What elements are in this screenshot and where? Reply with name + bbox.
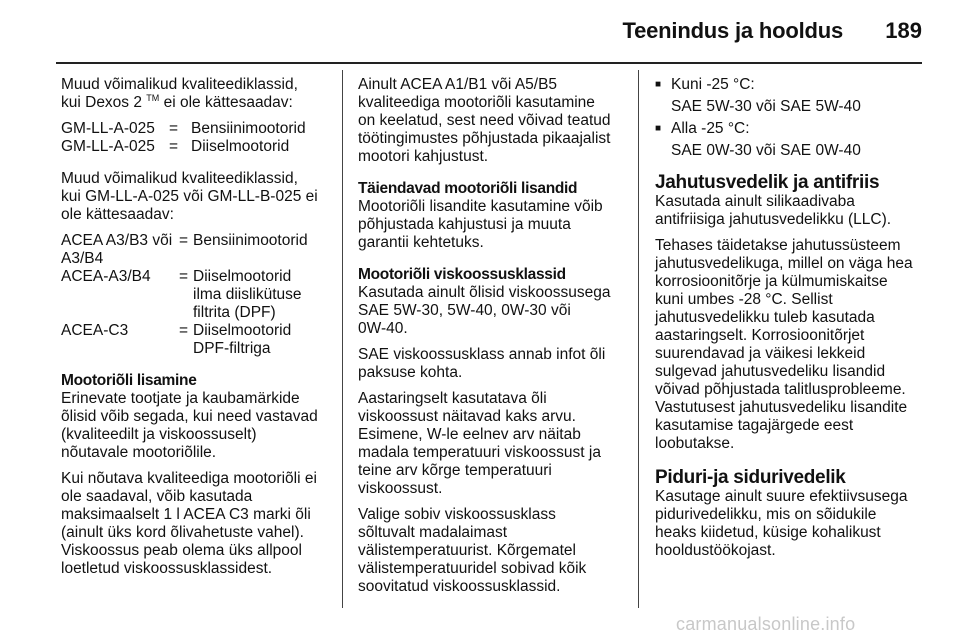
spec-code: ACEA-A3/B4 [61,268,151,285]
text-line: Muud võimalikud kvaliteediklassid, [61,170,298,187]
spec-desc: Bensiinimootorid [193,232,308,249]
paragraph [655,488,945,560]
spec-eq: = [169,120,179,137]
text-line: kui GM-LL-A-025 või GM-LL-B-025 ei [61,188,318,205]
intro-text-end: ei ole kättesaadav: [159,94,293,111]
text-line: jahutusvedelikku tuleb kasutada [655,309,875,326]
text-line: välistemperatuuridel sobivad kõik [358,560,587,577]
text-line: hooldustöökojast. [655,542,776,559]
bullet-square-icon: ■ [655,79,662,90]
header-title: Teenindus ja hooldus [622,18,843,43]
spec-eq: = [179,322,189,339]
text-line: SAE viskoossusklass annab infot õli [358,346,606,363]
text-line: suurendavad ja väikesi lekkeid [655,345,866,362]
text-line: kvaliteediga mootoriõli kasutamine [358,94,595,111]
text-line: antifriisiga jahutusvedelikku (LLC). [655,211,892,228]
text-line: viskoossust. [358,480,443,497]
column-1 [61,76,333,578]
text-line: SAE 5W-30, 5W-40, 0W-30 või [358,302,571,319]
paragraph [358,284,630,338]
paragraph [358,76,630,166]
text-line: sulgevad jahutusvedeliku lisandid [655,363,886,380]
spec-code: GM-LL-A-025 [61,138,155,155]
spec-code: GM-LL-A-025 [61,120,155,137]
text-line: madala temperatuuri viskoossust ja [358,444,601,461]
paragraph [358,346,630,382]
text-line: paksuse kohta. [358,364,463,381]
section-heading-additives: Täiendavad mootoriõli lisandid [358,180,578,197]
spec-desc-line: Diiselmootorid [193,268,292,285]
paragraph [61,470,333,578]
spec-row [61,268,333,322]
spec-code: ACEA A3/B3 või [61,232,173,249]
paragraph [61,390,333,462]
text-line: Kasutage ainult suure efektiivsusega [655,488,908,505]
text-line: aastaringselt. Korrosioonitõrjet [655,327,865,344]
text-line: korrosioonitõrje ja külmumiskaitse [655,273,888,290]
text-line: Erinevate tootjate ja kaubamärkide [61,390,300,407]
spec-row [61,322,333,358]
text-line: Tehases täidetakse jahutussüsteem [655,237,901,254]
paragraph [61,170,333,224]
watermark: carmanualsonline.info [676,614,856,634]
text-line: 0W-40. [358,320,408,337]
spec-code: ACEA-C3 [61,322,129,339]
text-line: sõltuvalt madalaimast [358,524,508,541]
paragraph [655,237,945,453]
trademark: TM [146,93,160,103]
paragraph [358,198,630,252]
text-line: võivad põhjustada talitlusprobleeme. [655,381,906,398]
spec-desc: Bensiinimootorid [191,120,306,137]
section-heading-oil-adding: Mootoriõli lisamine [61,372,197,389]
text-line: on keelatud, sest need võivad teatud [358,112,611,129]
text-line: kasutamise tagajärgede eest [655,417,854,434]
spec-row [61,120,333,138]
spec-desc-line: ilma diislikütuse [193,286,302,303]
text-line: Mootoriõli lisandite kasutamine võib [358,198,603,215]
bullet-text: Kuni -25 °C: [671,76,755,93]
spec-code-cont: A3/B4 [61,250,104,267]
spec-eq: = [179,268,189,285]
paragraph [358,390,630,498]
spec-desc-line: Diiselmootorid [193,322,292,339]
text-line: töötingimustes põhjustada pikaajalist [358,130,611,147]
text-line: soovitatud viskoossusklassid. [358,578,561,595]
text-line: pidurivedelikku, mis on sõidukile [655,506,877,523]
spec-row [61,138,333,156]
text-line: (kvaliteedilt ja viskoossuselt) [61,426,257,443]
intro-line-1: Muud võimalikud kvaliteediklassid, [61,76,298,93]
bullet-square-icon: ■ [655,123,662,134]
spec-eq: = [179,232,189,249]
text-line: (ainult üks kord õlivahetuste vahel). [61,524,304,541]
column-2 [358,76,630,596]
bullet-item [655,76,945,94]
spec-desc-line: DPF-filtriga [193,340,271,357]
text-line: Aastaringselt kasutatava õli [358,390,547,407]
column-3 [655,76,945,560]
text-line: Esimene, W-le eelnev arv näitab [358,426,581,443]
text-line: viskoossust näitavad kaks arvu. [358,408,576,425]
text-line: jahutusvedelikuga, millel on väga hea [655,255,913,272]
intro-line-2 [61,94,333,112]
text-line: loobutakse. [655,435,735,452]
spec-row [61,232,333,250]
text-line: kuni umbes -28 °C. Sellist [655,291,833,308]
text-line: Valige sobiv viskoossusklass [358,506,556,523]
intro-text: kui Dexos 2 [61,94,147,111]
section-heading-viscosity: Mootoriõli viskoossusklassid [358,266,566,283]
text-line: nõutavale mootoriõlile. [61,444,217,461]
text-line: loetletud viskoossusklassidest. [61,560,273,577]
bullet-text: Alla -25 °C: [671,120,750,137]
spec-desc-line: filtrita (DPF) [193,304,276,321]
text-line: garantii kehtetuks. [358,234,484,251]
text-line: heaks kiidetud, küsige kohalikust [655,524,881,541]
spec-desc [193,268,333,322]
page-number: 189 [885,18,922,43]
column-divider-2 [638,70,639,608]
text-line: Kasutada ainult silikaadivaba [655,193,855,210]
text-line: Kui nõutava kvaliteediga mootoriõli ei [61,470,317,487]
page-header [0,0,960,60]
spec-desc: Diiselmootorid [191,138,290,155]
text-line: Vastutusest jahutusvedeliku lisandite [655,399,908,416]
text-line: Kasutada ainult õlisid viskoossusega [358,284,611,301]
section-heading-coolant: Jahutusvedelik ja antifriis [655,172,880,193]
text-line: mootori kahjustust. [358,148,489,165]
header-rule [56,62,922,64]
bullet-subtext: SAE 0W-30 või SAE 0W-40 [671,142,861,159]
section-heading-brake-fluid: Piduri-ja sidurivedelik [655,467,846,488]
column-divider-1 [342,70,343,608]
text-line: Viskoossus peab olema üks allpool [61,542,302,559]
paragraph [655,193,945,229]
text-line: välistemperatuurist. Kõrgematel [358,542,576,559]
text-line: ole kättesaadav: [61,206,174,223]
text-line: Ainult ACEA A1/B1 või A5/B5 [358,76,558,93]
text-line: teine arv kõrge temperatuuri [358,462,552,479]
spec-eq: = [169,138,179,155]
bullet-item [655,120,945,138]
text-line: ole saadaval, võib kasutada [61,488,253,505]
paragraph [358,506,630,596]
text-line: põhjustada kahjustusi ja muuta [358,216,571,233]
spec-desc [193,322,333,358]
text-line: maksimaalselt 1 l ACEA C3 marki õli [61,506,311,523]
bullet-subtext: SAE 5W-30 või SAE 5W-40 [671,98,861,115]
text-line: õlisid võib segada, kui need vastavad [61,408,318,425]
